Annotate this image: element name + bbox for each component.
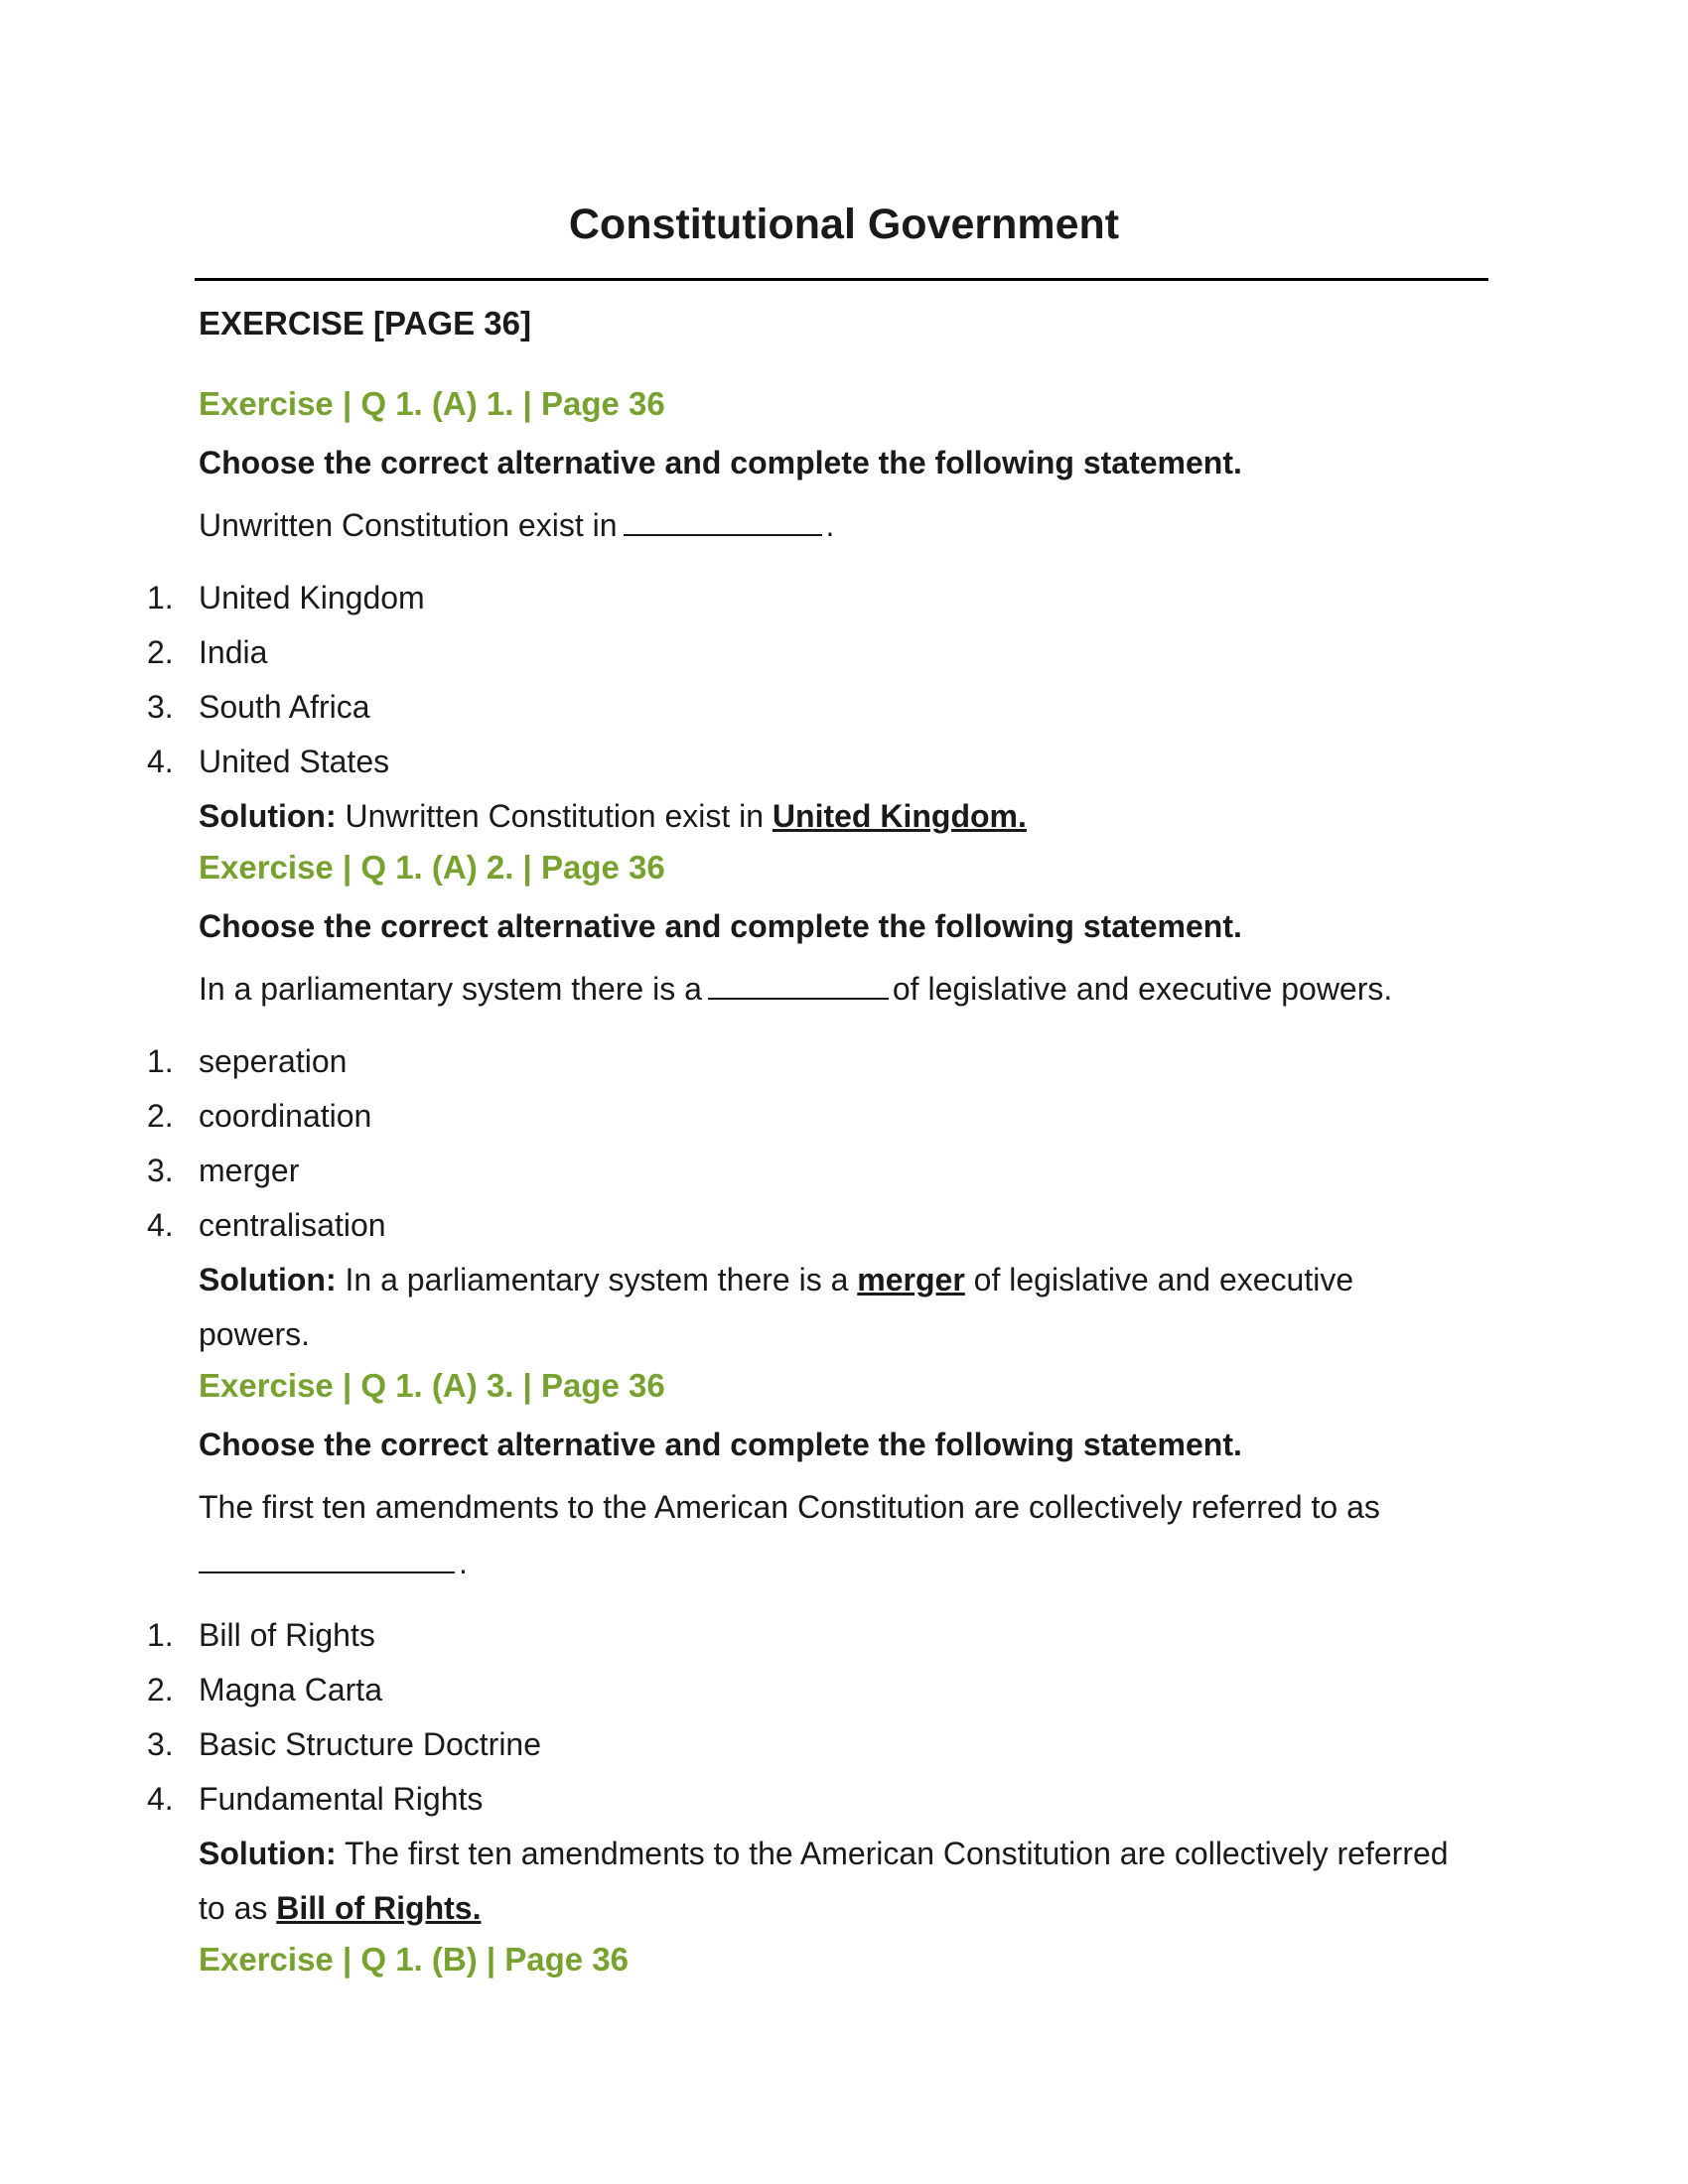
solution-text: The first ten amendments to the American Constitution are collectively referred to as — [199, 1836, 1449, 1926]
option-number: 1. — [147, 1043, 174, 1079]
option-text: United States — [199, 744, 390, 779]
question-stem — [199, 1479, 1450, 1590]
option-text: seperation — [199, 1043, 348, 1079]
solution-text-end: of legislative and executive powers. — [199, 1262, 1354, 1352]
option-text: Bill of Rights — [199, 1617, 375, 1653]
option-text: Magna Carta — [199, 1672, 382, 1707]
next-question-reference-link[interactable]: Exercise | Q 1. (B) | Page 36 — [199, 1941, 630, 1978]
option-item — [147, 1717, 1489, 1772]
option-text: merger — [199, 1153, 300, 1188]
option-item — [147, 735, 1489, 789]
solution-label: Solution: — [199, 1262, 337, 1297]
solution-answer: merger — [857, 1262, 965, 1297]
option-text: United Kingdom — [199, 580, 425, 615]
option-text: Basic Structure Doctrine — [199, 1726, 542, 1762]
solution — [199, 789, 1450, 844]
stem-text: The first ten amendments to the American Constitution are collectively referred to as — [199, 1489, 1380, 1525]
exercise-heading: EXERCISE [PAGE 36] — [199, 305, 531, 341]
option-number: 2. — [147, 1098, 174, 1134]
stem-text-end: . — [825, 507, 835, 543]
options-list — [147, 1034, 1489, 1253]
option-item — [147, 1144, 1489, 1198]
option-number: 1. — [147, 580, 174, 615]
option-text: Fundamental Rights — [199, 1781, 484, 1817]
question-stem — [199, 497, 1450, 553]
option-item — [147, 1034, 1489, 1089]
question-reference-link[interactable]: Exercise | Q 1. (A) 1. | Page 36 — [199, 385, 665, 422]
solution-text: Unwritten Constitution exist in — [345, 798, 765, 834]
option-text: India — [199, 634, 268, 670]
options-list — [147, 571, 1489, 789]
question-block — [147, 380, 1489, 844]
question-instruction: Choose the correct alternative and complete the following statement. — [199, 908, 1242, 944]
option-item — [147, 1663, 1489, 1717]
option-item — [147, 571, 1489, 625]
question-instruction: Choose the correct alternative and complete the following statement. — [199, 1427, 1242, 1462]
option-item — [147, 1772, 1489, 1827]
option-item — [147, 1608, 1489, 1663]
option-text: centralisation — [199, 1207, 386, 1243]
option-item — [147, 625, 1489, 680]
option-item — [147, 1198, 1489, 1253]
solution-answer: United Kingdom. — [772, 798, 1027, 834]
title-divider — [195, 278, 1488, 281]
stem-text-end: of legislative and executive powers. — [892, 971, 1393, 1007]
option-number: 3. — [147, 1726, 174, 1762]
solution-label: Solution: — [199, 798, 337, 834]
document-body — [147, 300, 1489, 1994]
question-block — [147, 1362, 1489, 1936]
solution-label: Solution: — [199, 1836, 337, 1871]
solution — [199, 1253, 1450, 1362]
stem-text: Unwritten Constitution exist in — [199, 507, 618, 543]
option-number: 4. — [147, 1781, 174, 1817]
question-reference-link[interactable]: Exercise | Q 1. (A) 3. | Page 36 — [199, 1367, 665, 1404]
solution — [199, 1827, 1450, 1936]
option-text: coordination — [199, 1098, 372, 1134]
option-number: 4. — [147, 744, 174, 779]
option-number: 4. — [147, 1207, 174, 1243]
stem-text: In a parliamentary system there is a — [199, 971, 702, 1007]
question-reference-link[interactable]: Exercise | Q 1. (A) 2. | Page 36 — [199, 849, 665, 886]
question-instruction: Choose the correct alternative and complete the following statement. — [199, 445, 1242, 480]
answer-blank — [199, 1538, 455, 1573]
options-list — [147, 1608, 1489, 1827]
option-number: 3. — [147, 1153, 174, 1188]
answer-blank — [708, 964, 889, 1000]
option-item — [147, 1089, 1489, 1144]
option-item — [147, 680, 1489, 735]
solution-answer: Bill of Rights. — [276, 1890, 482, 1926]
question-stem — [199, 961, 1450, 1017]
answer-blank — [624, 500, 822, 536]
solution-text: In a parliamentary system there is a — [345, 1262, 849, 1297]
option-text: South Africa — [199, 689, 370, 725]
option-number: 2. — [147, 634, 174, 670]
option-number: 3. — [147, 689, 174, 725]
stem-text-end: . — [459, 1545, 468, 1580]
option-number: 1. — [147, 1617, 174, 1653]
page-title: Constitutional Government — [568, 201, 1120, 248]
option-number: 2. — [147, 1672, 174, 1707]
question-block — [147, 844, 1489, 1362]
